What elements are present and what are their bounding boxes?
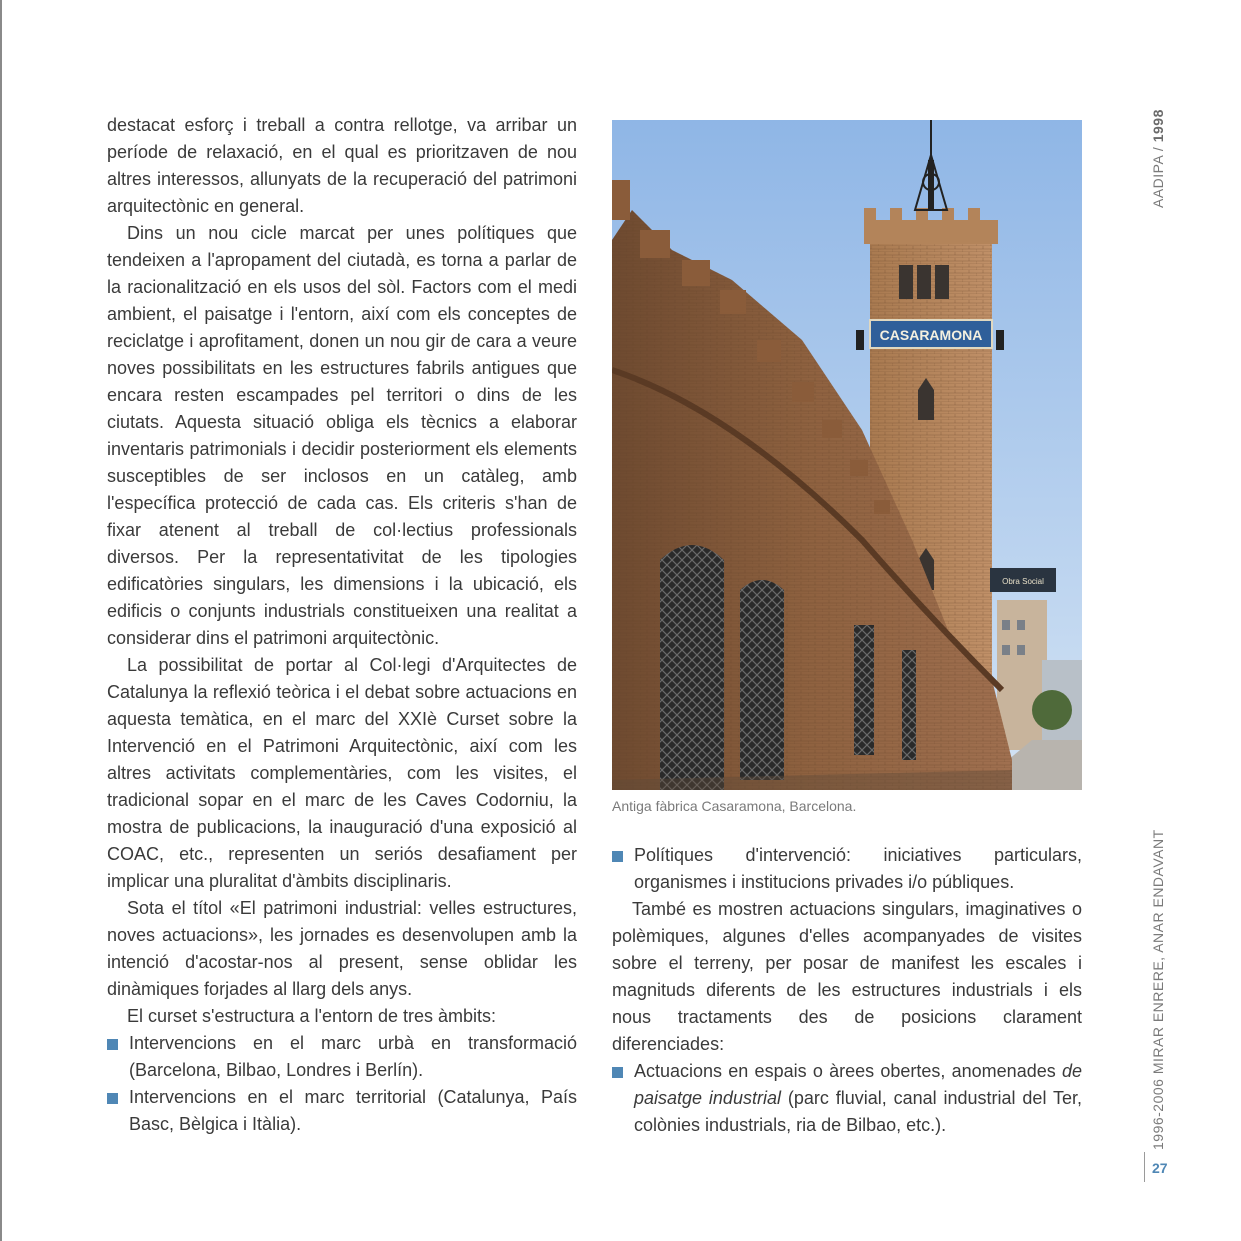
small-sign-text: Obra Social bbox=[1002, 577, 1044, 586]
running-header-top bbox=[1150, 109, 1166, 208]
paragraph-4: Sota el títol «El patrimoni industrial: velles estructures, noves actuacions», les jornades es desenvolupen amb la intenció d'acostar-nos al present, sense oblidar les dinàmiques forjades al llarg dels anys. bbox=[107, 898, 577, 999]
bullet-square-icon bbox=[107, 1039, 118, 1050]
list-item-text-emphasis: de paisatge industrial bbox=[634, 1061, 1082, 1108]
bullet-square-icon bbox=[107, 1093, 118, 1104]
paragraph-5: El curset s'estructura a l'entorn de tres àmbits: bbox=[127, 1006, 497, 1026]
list-item bbox=[612, 842, 1082, 896]
list-item-text: Intervencions en el marc urbà en transformació (Barcelona, Bilbao, Londres i Berlín). bbox=[129, 1033, 577, 1080]
photo-caption: Antiga fàbrica Casaramona, Barcelona. bbox=[612, 798, 857, 814]
bullet-square-icon bbox=[612, 1067, 623, 1078]
casaramona-photo bbox=[612, 120, 1082, 790]
header-org: AADIPA / bbox=[1150, 142, 1166, 208]
running-header-bottom: 1996-2006 MIRAR ENRERE, ANAR ENDAVANT bbox=[1150, 829, 1166, 1150]
paragraph-right-1: També es mostren actuacions singulars, imaginatives o polèmiques, algunes d'elles acompanyades de visites sobre el terreny, per posar de manifest les escales i magnituds diferents de les estructures industrials i els nous tractaments des de posicions clarament diferenciades: bbox=[612, 899, 1082, 1054]
list-item-text: Polítiques d'intervenció: iniciatives particulars, organismes i institucions privades i/o públiques. bbox=[634, 845, 1082, 892]
page-fold-line bbox=[0, 0, 2, 1241]
list-item bbox=[107, 1030, 577, 1084]
building-sign-text: CASARAMONA bbox=[879, 327, 983, 343]
list-item bbox=[612, 1058, 1082, 1139]
list-item bbox=[107, 1084, 577, 1138]
bullet-square-icon bbox=[612, 851, 623, 862]
page-number-divider bbox=[1144, 1152, 1145, 1182]
list-item-text-pre: Actuacions en espais o àrees obertes, anomenades bbox=[634, 1061, 1062, 1081]
paragraph-3: La possibilitat de portar al Col·legi d'Arquitectes de Catalunya la reflexió teòrica i el debat sobre actuacions en aquesta temàtica, en el marc del XXIè Curset sobre la Intervenció en el Patrimoni Arquitectònic, així com les altres activitats complementàries, com les visites, el tradicional sopar en el marc de les Caves Codorniu, la mostra de publicacions, la inauguració d'una exposició al COAC, etc., representen un seriós desafiament per implicar una pluralitat d'àmbits disciplinaris. bbox=[107, 655, 577, 891]
paragraph-1: destacat esforç i treball a contra rellotge, va arribar un període de relaxació, en el qual es prioritzaven de nou altres interessos, allunyats de la recuperació del patrimoni arquitectònic en general. bbox=[107, 115, 577, 216]
left-text-column bbox=[107, 112, 577, 1138]
paragraph-2: Dins un nou cicle marcat per unes polítiques que tendeixen a l'apropament del ciutadà, es torna a parlar de la racionalització en els usos del sòl. Factors com el medi ambient, el paisatge i l'entorn, així com els conceptes de reciclatge i aprofitament, donen un nou gir de cara a veure noves possibilitats en les estructures fabrils antigues que encara resten escampades pel territori o dins de les ciutats. Aquesta situació obliga els tècnics a elaborar inventaris patrimonials i decidir posteriorment els elements susceptibles de ser inclosos en un catàleg, amb l'específica protecció de cada cas. Els criteris s'han de fixar atenent al treball de col·lectius professionals diversos. Per la representativitat de les tipologies edificatòries singulars, les dimensions i la ubicació, els edificis o conjunts industrials constitueixen una realitat a considerar dins el patrimoni arquitectònic. bbox=[107, 223, 577, 648]
page-number: 27 bbox=[1152, 1160, 1168, 1176]
right-text-column bbox=[612, 842, 1082, 1139]
list-item-text-post: (parc fluvial, canal industrial del Ter, colònies industrials, ria de Bilbao, etc.). bbox=[634, 1088, 1083, 1135]
header-year: 1998 bbox=[1150, 109, 1166, 143]
list-item-text: Intervencions en el marc territorial (Catalunya, País Basc, Bèlgica i Itàlia). bbox=[129, 1087, 577, 1134]
